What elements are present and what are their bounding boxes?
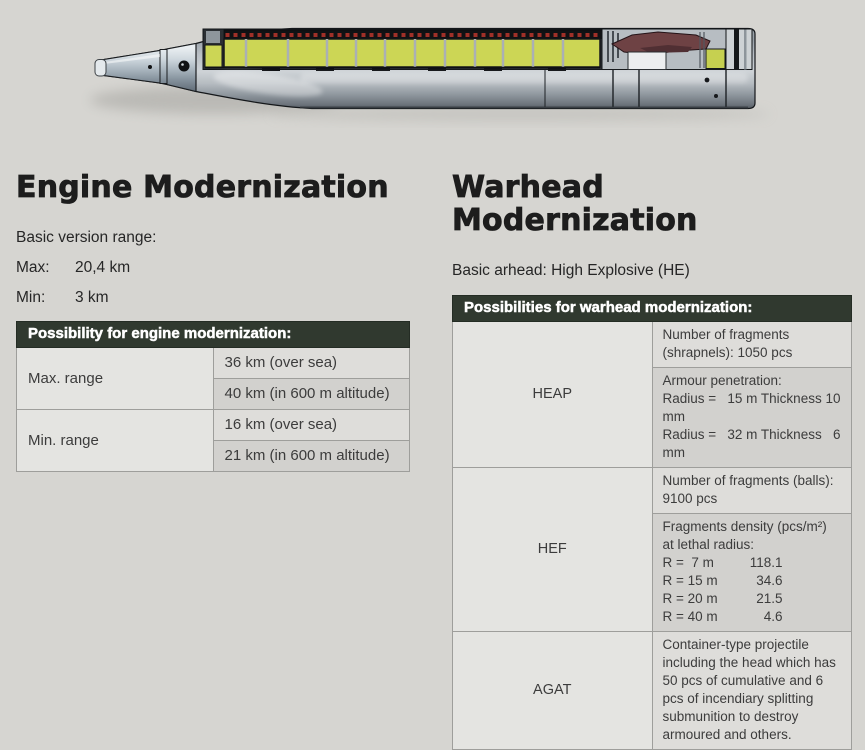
warhead-group-label-agat: AGAT [453,632,653,750]
table-row [453,322,852,368]
heap-penetration-line-1: Armour penetration: [662,373,782,388]
engine-max-value: 20,4 km [75,259,131,276]
engine-group-label-max: Max. range [17,348,214,410]
hef-density-radius: R = 7 m [662,555,714,570]
hef-density-radius: R = 40 m [662,609,718,624]
engine-title: Engine Modernization [16,170,389,205]
hef-density-value: 118.1 [749,555,783,570]
heap-penetration-line-2: Radius = 15 m Thickness 10 mm [662,391,845,424]
engine-basic-range-label: Basic version range: [16,229,157,246]
warhead-table-header: Possibilities for warhead modernization: [453,296,852,322]
heap-row-1 [652,322,852,368]
engine-max-row-2: 40 km (in 600 m altitude) [213,379,410,410]
engine-min-row-1: 16 km (over sea) [213,410,410,441]
table-row [17,348,410,379]
hef-density-pair [663,608,842,626]
hef-density-pair [663,554,842,572]
missile-cutaway-illustration [0,0,865,150]
engine-max-row-1: 36 km (over sea) [213,348,410,379]
warhead-modernization-section [452,171,852,750]
warhead-title: Warhead Modernization [452,170,698,238]
engine-table-header: Possibility for engine modernization: [17,322,410,348]
hef-density-value: 34.6 [756,573,783,588]
engine-min-value: 3 km [75,289,109,306]
heap-penetration-line-3: Radius = 32 m Thickness 6 mm [662,427,845,460]
engine-modernization-section [16,171,410,472]
warhead-basic-label: Basic arhead: High Explosive (HE) [452,262,690,279]
engine-max-range-row [16,259,410,277]
heap-fragments-line: Number of fragments (shrapnels): 1050 pcs [662,327,794,360]
hef-row-1 [652,468,852,514]
engine-min-row-2: 21 km (in 600 m altitude) [213,441,410,472]
agat-description: Container-type projectile including the head which has 50 pcs of cumulative and 6 pcs of incendiary splitting submunition to destroy armoured and others. [662,637,840,742]
hef-density-radius: R = 20 m [662,591,718,606]
heap-row-2 [652,368,852,468]
hef-fragments-line: Number of fragments (balls): 9100 pcs [662,473,838,506]
table-row [453,632,852,750]
warhead-group-label-heap: HEAP [453,322,653,468]
table-row [453,468,852,514]
agat-row [652,632,852,750]
engine-modernization-table [16,321,410,472]
engine-group-label-min: Min. range [17,410,214,472]
hef-density-pair [663,572,842,590]
table-row [17,410,410,441]
hef-density-pair [663,590,842,608]
hef-density-radius: R = 15 m [662,573,718,588]
engine-min-label: Min: [16,289,46,306]
hef-density-title: Fragments density (pcs/m²) at lethal radius: [662,519,831,552]
engine-min-range-row [16,289,410,307]
hef-density-value: 21.5 [756,591,783,606]
hef-density-value: 4.6 [763,609,783,624]
warhead-group-label-hef: HEF [453,468,653,632]
warhead-modernization-table [452,295,852,750]
hef-row-2 [652,514,852,632]
missile-cutaway-svg [0,0,865,150]
engine-max-label: Max: [16,259,50,276]
